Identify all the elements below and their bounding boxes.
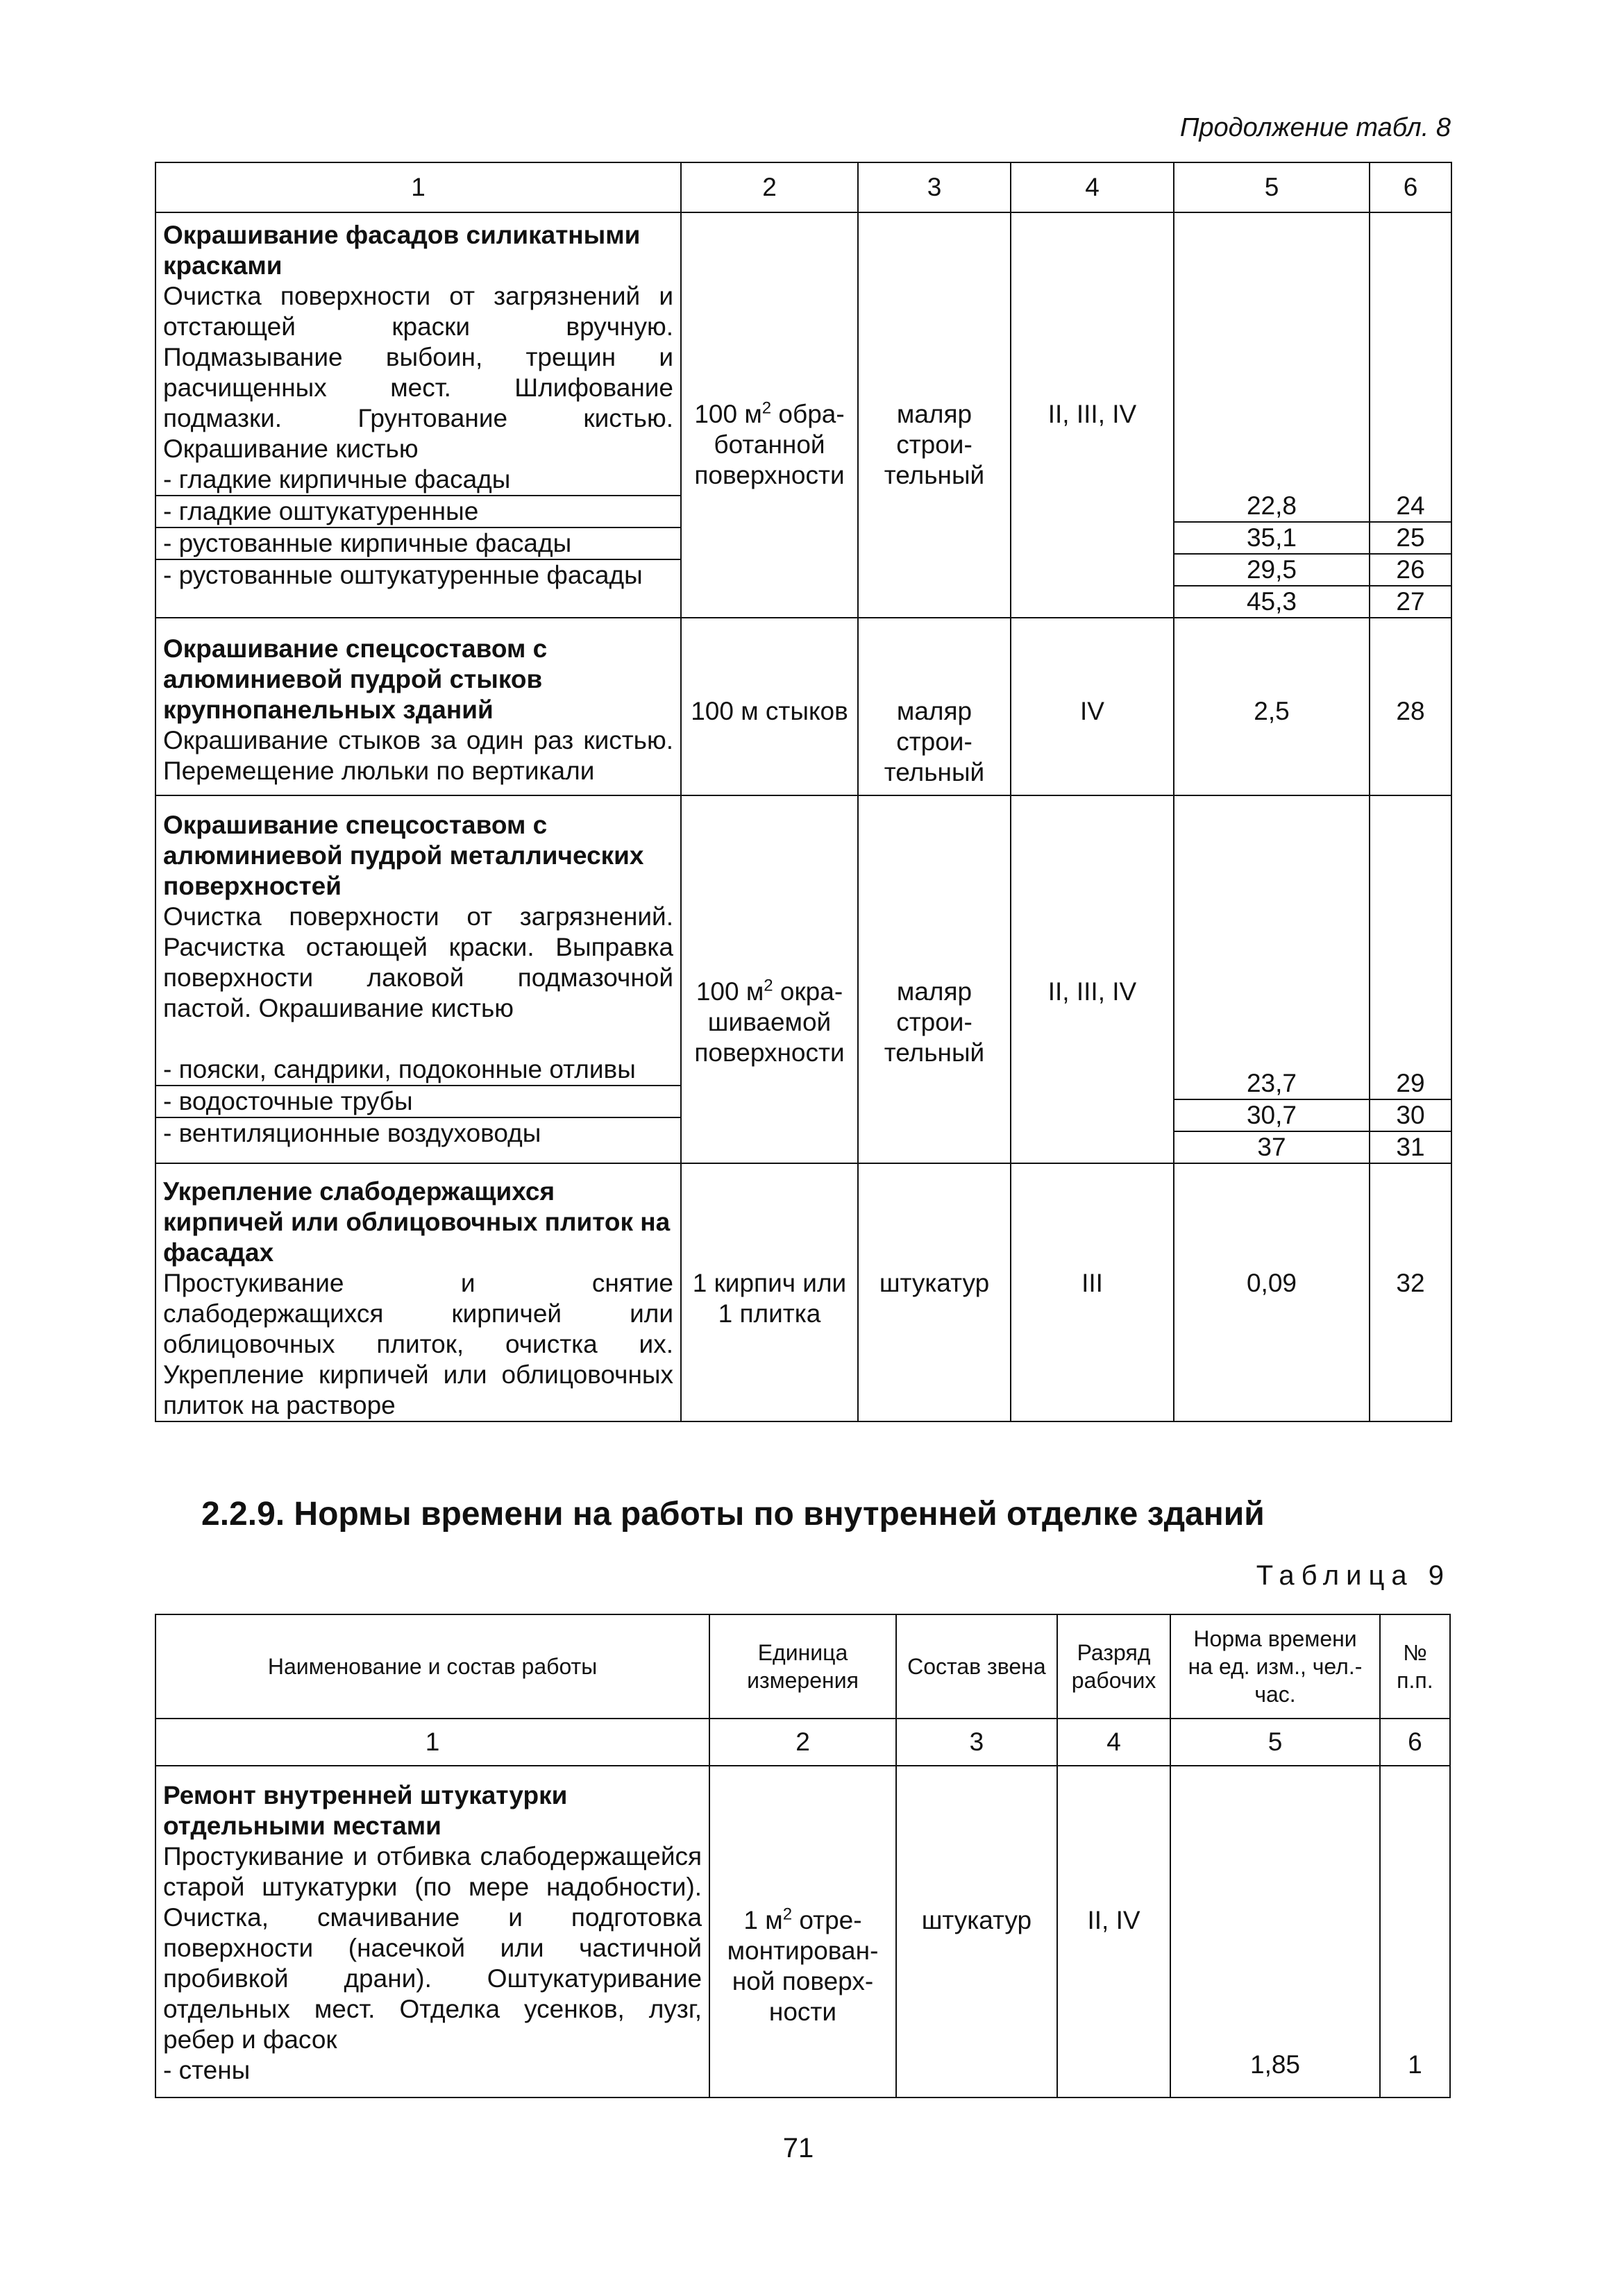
unit-text: 1 м bbox=[743, 1906, 783, 1934]
number-cell bbox=[1370, 795, 1451, 1163]
item-number: 24 bbox=[1396, 491, 1425, 520]
norm-value: 30,7 bbox=[1174, 1099, 1369, 1131]
table-row bbox=[155, 795, 1451, 1163]
item-number: 29 bbox=[1396, 1069, 1425, 1097]
unit-text: 1 плитка bbox=[718, 1299, 821, 1328]
crew-text: маляр строи- bbox=[896, 977, 972, 1036]
unit-cell bbox=[709, 1766, 896, 2097]
unit-cell bbox=[681, 618, 858, 795]
crew-text: маляр строи- bbox=[896, 697, 972, 756]
norm-value: 35,1 bbox=[1174, 521, 1369, 553]
crew-text: тельный bbox=[884, 461, 985, 489]
work-title: Укрепление слабодержащихся кирпичей или облицовочных плиток на фасадах bbox=[163, 1177, 671, 1267]
work-description-cell bbox=[155, 212, 681, 618]
norm-cell bbox=[1174, 618, 1370, 795]
crew-cell bbox=[858, 212, 1011, 618]
column-number-row bbox=[155, 1719, 1450, 1766]
item-number: 30 bbox=[1370, 1099, 1451, 1131]
grade-cell bbox=[1011, 1163, 1174, 1421]
unit-cell bbox=[681, 212, 858, 618]
number-cell bbox=[1370, 1163, 1451, 1421]
norm-cell bbox=[1174, 1163, 1370, 1421]
crew-text: штукатур bbox=[879, 1269, 990, 1297]
column-header: Состав звена bbox=[896, 1614, 1057, 1719]
unit-text: отре- bbox=[792, 1906, 862, 1934]
grade-text: III bbox=[1081, 1269, 1103, 1297]
column-header: Разряд рабочих bbox=[1057, 1614, 1170, 1719]
work-description: Окрашивание стыков за один раз кистью. Перемещение люльки по вертикали bbox=[163, 726, 673, 785]
unit-text: 100 м стыков bbox=[691, 697, 848, 725]
number-cell bbox=[1380, 1766, 1450, 2097]
table-row bbox=[155, 212, 1451, 618]
crew-text: тельный bbox=[884, 1038, 985, 1067]
column-number: 3 bbox=[896, 1719, 1057, 1766]
crew-cell bbox=[896, 1766, 1057, 2097]
grade-cell bbox=[1057, 1766, 1170, 2097]
column-header: Единица измерения bbox=[709, 1614, 896, 1719]
unit-superscript: 2 bbox=[761, 398, 772, 418]
norm-cell bbox=[1174, 212, 1370, 618]
work-title: Окрашивание спецсоставом с алюминиевой пудрой стыков крупнопанельных зданий bbox=[163, 634, 548, 724]
column-number: 1 bbox=[155, 1719, 709, 1766]
table-header-row bbox=[155, 162, 1451, 212]
crew-cell bbox=[858, 795, 1011, 1163]
item-number: 25 bbox=[1370, 521, 1451, 553]
unit-text: шиваемой bbox=[707, 1008, 832, 1036]
crew-text: маляр строи- bbox=[896, 400, 972, 459]
column-header: Норма времени на ед. изм., чел.-час. bbox=[1170, 1614, 1380, 1719]
work-description-cell bbox=[155, 618, 681, 795]
crew-text: тельный bbox=[884, 758, 985, 786]
work-description-cell bbox=[155, 1766, 709, 2097]
number-cell bbox=[1370, 212, 1451, 618]
page-number: 71 bbox=[782, 2133, 814, 2163]
table-row bbox=[155, 618, 1451, 795]
subitem-label: - гладкие кирпичные фасады bbox=[163, 465, 511, 493]
unit-text: поверхности bbox=[694, 1038, 845, 1067]
norm-cell bbox=[1174, 795, 1370, 1163]
table-row bbox=[155, 1766, 1450, 2097]
column-number: 2 bbox=[681, 162, 858, 212]
continuation-label: Продолжение табл. 8 bbox=[1179, 113, 1451, 142]
table-8 bbox=[155, 162, 1452, 1422]
column-number: 6 bbox=[1380, 1719, 1450, 1766]
norm-value: 29,5 bbox=[1174, 553, 1369, 585]
column-number: 2 bbox=[709, 1719, 896, 1766]
column-number: 6 bbox=[1370, 162, 1451, 212]
column-number: 5 bbox=[1174, 162, 1370, 212]
subitem-label: - рустованные кирпичные фасады bbox=[156, 527, 680, 559]
norm-value: 0,09 bbox=[1246, 1269, 1297, 1297]
column-header: № п.п. bbox=[1380, 1614, 1450, 1719]
unit-text: ной поверх- bbox=[732, 1967, 874, 1995]
grade-cell bbox=[1011, 618, 1174, 795]
column-header: Наименование и состав работы bbox=[155, 1614, 709, 1719]
work-title: Ремонт внутренней штукатурки отдельными местами bbox=[163, 1781, 568, 1840]
work-title: Окрашивание фасадов силикатными красками bbox=[163, 221, 641, 280]
norm-value: 45,3 bbox=[1174, 585, 1369, 617]
crew-cell bbox=[858, 1163, 1011, 1421]
work-description: Простукивание и отбивка слабодержащейся старой штукатурки (по мере надобности). Очистка, смачивание и подготовка поверхности (насечкой или частичной пробивкой драни). Оштукатуривание отдельных мест. Отделка усенков, лузг, ребер и фасок bbox=[163, 1842, 702, 2054]
unit-text: монтирован- bbox=[727, 1936, 879, 1965]
norm-value: 22,8 bbox=[1246, 491, 1297, 520]
work-description: Очистка поверхности от загрязнений. Расчистка остающей краски. Выправка поверхности лаковой подмазочной пастой. Окрашивание кистью bbox=[163, 902, 673, 1022]
norm-value: 23,7 bbox=[1246, 1069, 1297, 1097]
crew-cell bbox=[858, 618, 1011, 795]
item-number: 28 bbox=[1396, 697, 1425, 725]
item-number: 26 bbox=[1370, 553, 1451, 585]
subitem-label: - пояски, сандрики, подоконные отливы bbox=[163, 1055, 636, 1083]
unit-text: 100 м bbox=[694, 400, 762, 428]
item-number: 27 bbox=[1370, 585, 1451, 617]
column-number: 1 bbox=[155, 162, 681, 212]
work-description: Простукивание и снятие слабодержащихся кирпичей или облицовочных плиток, очистка их. Укрепление кирпичей или облицовочных плиток на растворе bbox=[163, 1269, 673, 1419]
grade-text: II, IV bbox=[1087, 1906, 1140, 1934]
norm-value: 1,85 bbox=[1250, 2050, 1301, 2079]
unit-text: ботанной bbox=[714, 430, 825, 459]
work-description-cell bbox=[155, 795, 681, 1163]
column-number: 3 bbox=[858, 162, 1011, 212]
unit-text: обра- bbox=[771, 400, 845, 428]
column-number: 4 bbox=[1057, 1719, 1170, 1766]
unit-text: ности bbox=[768, 1998, 837, 2026]
subitem-label: - рустованные оштукатуренные фасады bbox=[156, 559, 680, 609]
grade-cell bbox=[1011, 795, 1174, 1163]
norm-value: 37 bbox=[1174, 1131, 1369, 1163]
table-row bbox=[155, 1163, 1451, 1421]
work-title: Окрашивание спецсоставом с алюминиевой пудрой металлических поверхностей bbox=[163, 811, 644, 900]
subitem-label: - гладкие оштукатуренные bbox=[156, 495, 680, 527]
section-title: 2.2.9. Нормы времени на работы по внутренней отделке зданий bbox=[201, 1496, 1265, 1533]
grade-cell bbox=[1011, 212, 1174, 618]
subitem-label: - вентиляционные воздуховоды bbox=[156, 1117, 680, 1157]
crew-text: штукатур bbox=[921, 1906, 1032, 1934]
norm-value: 2,5 bbox=[1254, 697, 1290, 725]
table-label: Таблица 9 bbox=[1256, 1560, 1451, 1591]
subitem-label: - стены bbox=[163, 2056, 251, 2084]
number-cell bbox=[1370, 618, 1451, 795]
grade-text: IV bbox=[1080, 697, 1104, 725]
table-header-row bbox=[155, 1614, 1450, 1719]
unit-text: окра- bbox=[773, 977, 843, 1006]
item-number: 1 bbox=[1408, 2050, 1422, 2079]
unit-text: поверхности bbox=[694, 461, 845, 489]
grade-text: II, III, IV bbox=[1047, 977, 1137, 1006]
column-number: 5 bbox=[1170, 1719, 1380, 1766]
unit-superscript: 2 bbox=[782, 1905, 793, 1924]
norm-cell bbox=[1170, 1766, 1380, 2097]
work-description-cell bbox=[155, 1163, 681, 1421]
unit-cell bbox=[681, 795, 858, 1163]
column-number: 4 bbox=[1011, 162, 1174, 212]
item-number: 31 bbox=[1370, 1131, 1451, 1163]
subitem-label: - водосточные трубы bbox=[156, 1085, 680, 1117]
unit-cell bbox=[681, 1163, 858, 1421]
unit-superscript: 2 bbox=[764, 976, 773, 995]
item-number: 32 bbox=[1396, 1269, 1425, 1297]
grade-text: II, III, IV bbox=[1047, 400, 1137, 428]
table-9 bbox=[155, 1614, 1451, 2098]
work-description: Очистка поверхности от загрязнений и отстающей краски вручную. Подмазывание выбоин, трещин и расчищенных мест. Шлифование подмазки. Грунтование кистью. Окрашивание кистью bbox=[163, 282, 673, 463]
unit-text: 100 м bbox=[696, 977, 764, 1006]
unit-text: 1 кирпич или bbox=[692, 1269, 847, 1297]
